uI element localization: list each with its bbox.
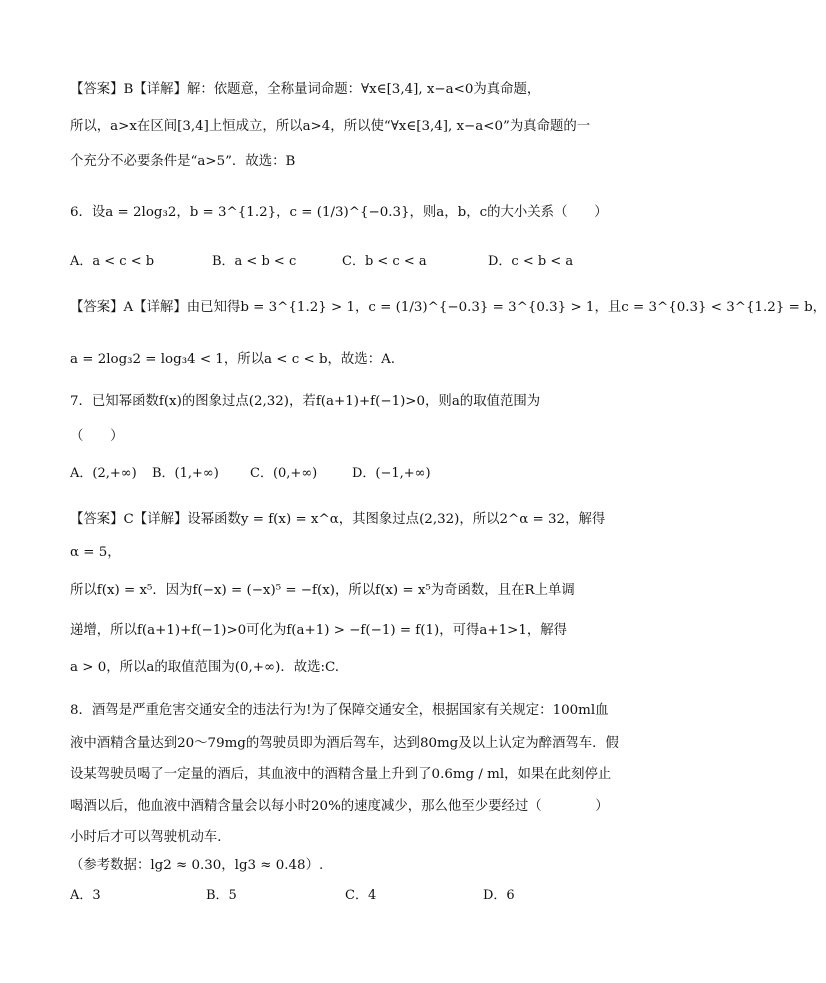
q7-stem-line-2: （ ） <box>70 429 124 444</box>
q6-option-b: B．a < b < c <box>212 254 297 269</box>
q8-line-1: 8．酒驾是严重危害交通安全的违法行为!为了保障交通安全，根据国家有关规定：100ml血 <box>70 703 609 718</box>
q8-option-c: C．4 <box>345 888 377 903</box>
q8-option-a: A．3 <box>70 888 101 903</box>
q8-line-3: 设某驾驶员喝了一定量的酒后，其血液中的酒精含量上升到了0.6mg / ml，如果在此刻停止 <box>70 767 612 782</box>
q7-answer-line-3: 所以f(x) = x⁵．因为f(−x) = (−x)⁵ = −f(x)，所以f(x) = x⁵为奇函数，且在R上单调 <box>70 583 575 598</box>
q7-answer-line-4: 递增，所以f(a+1)+f(−1)>0可化为f(a+1) > −f(−1) = f(1)，可得a+1>1，解得 <box>70 623 568 638</box>
q6-option-d: D．c < b < a <box>488 254 574 269</box>
q6-stem: 6．设a = 2log₃2，b = 3^{1.2}，c = (1/3)^{−0.3}，则a，b，c的大小关系（ ） <box>70 205 608 220</box>
q5-answer-line-2: 所以，a>x在区间[3,4]上恒成立，所以a>4，所以使“∀x∈[3,4], x−a<0”为真命题的一 <box>70 119 591 134</box>
q6-answer-line-2: a = 2log₃2 = log₃4 < 1，所以a < c < b，故选：A. <box>70 352 396 367</box>
q7-stem-line-1: 7．已知幂函数f(x)的图象过点(2,32)，若f(a+1)+f(−1)>0，则a的取值范围为 <box>70 394 541 409</box>
q8-line-4: 喝酒以后，他血液中酒精含量会以每小时20%的速度减少，那么他至少要经过（ ） <box>70 799 609 814</box>
q7-option-d: D．(−1,+∞) <box>352 466 431 481</box>
q7-option-b: B．(1,+∞) <box>152 466 219 481</box>
q7-option-c: C．(0,+∞) <box>250 466 318 481</box>
q8-option-d: D．6 <box>483 888 515 903</box>
q7-option-a: A．(2,+∞) <box>70 466 137 481</box>
q5-answer-line-1: 【答案】B【详解】解：依题意，全称量词命题：∀x∈[3,4], x−a<0为真命题， <box>70 82 541 97</box>
q5-answer-line-3: 个充分不必要条件是“a>5”．故选：B <box>70 154 296 169</box>
q8-line-6: （参考数据：lg2 ≈ 0.30，lg3 ≈ 0.48）. <box>70 858 324 873</box>
q7-answer-line-1: 【答案】C【详解】设幂函数y = f(x) = x^α，其图象过点(2,32)，所以2^α = 32，解得 <box>70 512 606 527</box>
q8-line-2: 液中酒精含量达到20～79mg的驾驶员即为酒后驾车，达到80mg及以上认定为醉酒驾车．假 <box>70 736 619 751</box>
q6-option-a: A．a < c < b <box>70 254 155 269</box>
q8-option-b: B．5 <box>206 888 237 903</box>
q6-answer-line-1: 【答案】A【详解】由已知得b = 3^{1.2} > 1，c = (1/3)^{−0.3} = 3^{0.3} > 1，且c = 3^{0.3} < 3^{1.2} = b， <box>70 300 826 315</box>
q7-answer-line-2: α = 5， <box>70 545 121 560</box>
q8-line-5: 小时后才可以驾驶机动车． <box>70 830 231 845</box>
q7-answer-line-5: a > 0，所以a的取值范围为(0,+∞)．故选:C. <box>70 660 340 675</box>
q6-option-c: C．b < c < a <box>342 254 427 269</box>
